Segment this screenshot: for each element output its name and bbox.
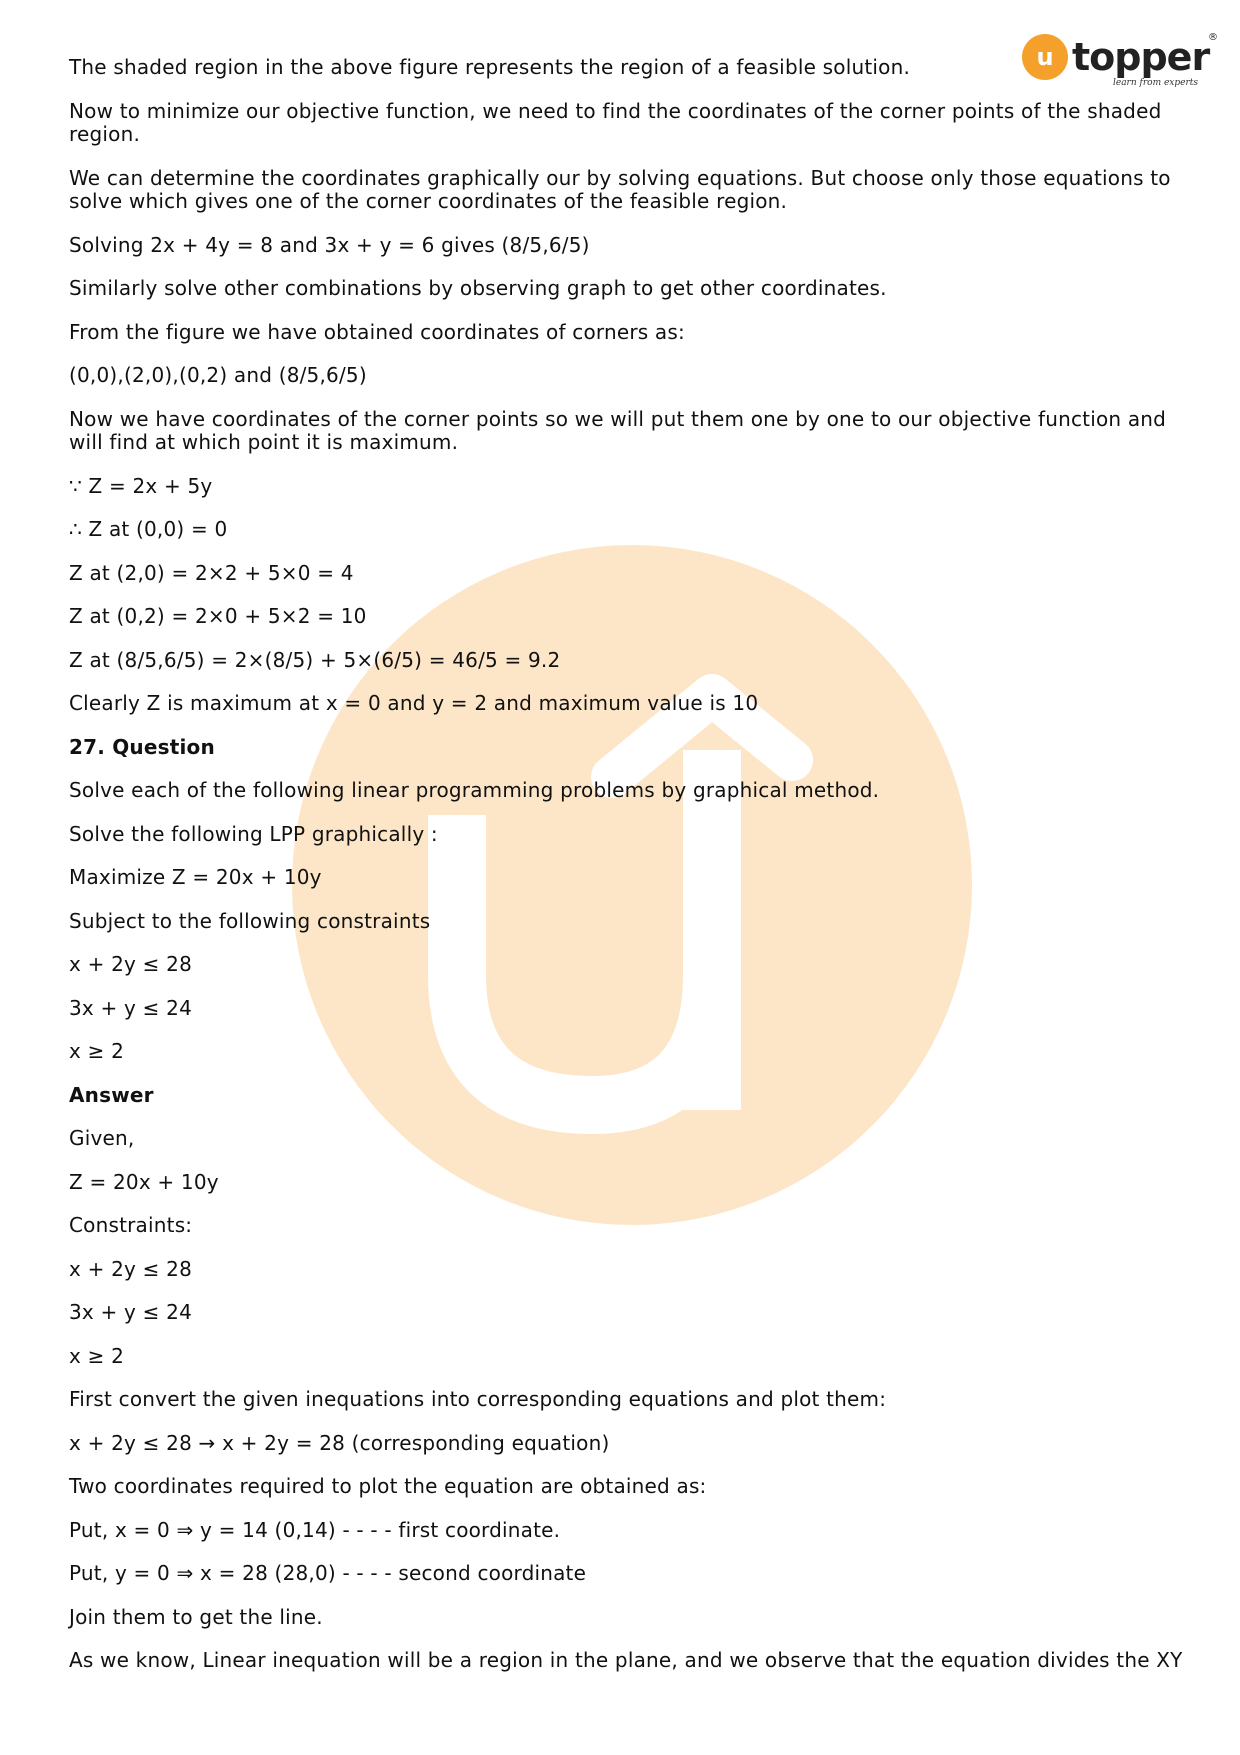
question-heading: 27. Question <box>69 734 215 759</box>
answer-constraint: x + 2y ≤ 28 <box>69 1256 192 1281</box>
answer-given: Given, <box>69 1126 135 1150</box>
corner-coordinates: (0,0),(2,0),(0,2) and (8/5,6/5) <box>69 363 367 387</box>
paragraph-feasible-region: The shaded region in the above figure represents the region of a feasible solution. <box>69 55 911 79</box>
conclusion: Clearly Z is maximum at x = 0 and y = 2 and maximum value is 10 <box>69 691 759 715</box>
paragraph-similarly: Similarly solve other combinations by observing graph to get other coordinates. <box>69 276 887 300</box>
z-value-2-0: Z at (2,0) = 2×2 + 5×0 = 4 <box>69 560 354 585</box>
equation-solving: Solving 2x + 4y = 8 and 3x + y = 6 gives (8/5,6/5) <box>69 232 590 257</box>
objective-function: ∵ Z = 2x + 5y <box>69 473 213 498</box>
z-value-8-5: Z at (8/5,6/5) = 2×(8/5) + 5×(6/5) = 46/5 = 9.2 <box>69 647 561 672</box>
z-value-0-2: Z at (0,2) = 2×0 + 5×2 = 10 <box>69 604 367 628</box>
paragraph-convert: First convert the given inequations into corresponding equations and plot them: <box>69 1387 887 1411</box>
registered-mark: ® <box>1208 32 1218 43</box>
topper-logo <box>1020 30 1216 96</box>
answer-objective: Z = 20x + 10y <box>69 1169 219 1194</box>
paragraph-two-coordinates: Two coordinates required to plot the equation are obtained as: <box>69 1474 707 1498</box>
z-value-origin: ∴ Z at (0,0) = 0 <box>69 517 228 541</box>
answer-constraint: 3x + y ≤ 24 <box>69 1300 192 1324</box>
paragraph-join: Join them to get the line. <box>69 1604 323 1629</box>
question-objective: Maximize Z = 20x + 10y <box>69 865 322 889</box>
first-coordinate: Put, x = 0 ⇒ y = 14 (0,14) - - - - first coordinate. <box>69 1517 561 1542</box>
corresponding-equation: x + 2y ≤ 28 → x + 2y = 28 (corresponding equation) <box>69 1430 610 1455</box>
paragraph-corner-points: Now we have coordinates of the corner points so we will put them one by one to our objective function and will find at which point it is maximum. <box>69 406 1167 454</box>
question-constraint: 3x + y ≤ 24 <box>69 995 192 1020</box>
second-coordinate: Put, y = 0 ⇒ x = 28 (28,0) - - - - second coordinate <box>69 1561 587 1585</box>
document-body <box>69 55 1183 1673</box>
logo-wordmark: topper <box>1072 35 1210 79</box>
paragraph-from-figure: From the figure we have obtained coordinates of corners as: <box>69 319 685 344</box>
answer-heading: Answer <box>69 1082 154 1107</box>
logo-badge-letter: u <box>1036 43 1054 71</box>
answer-constraints-label: Constraints: <box>69 1213 193 1237</box>
question-constraint: x + 2y ≤ 28 <box>69 952 192 976</box>
question-constraint: x ≥ 2 <box>69 1039 125 1063</box>
answer-constraint: x ≥ 2 <box>69 1343 125 1368</box>
question-instruction: Solve each of the following linear programming problems by graphical method. <box>69 778 880 802</box>
paragraph-minimize: Now to minimize our objective function, we need to find the coordinates of the corner points of the shaded region. <box>69 98 1162 146</box>
paragraph-linear-inequation: As we know, Linear inequation will be a region in the plane, and we observe that the equation divides the XY <box>69 1648 1183 1672</box>
question-prompt: Solve the following LPP graphically : <box>69 821 438 846</box>
paragraph-determine: We can determine the coordinates graphically our by solving equations. But choose only those equations to solve which gives one of the corner coordinates of the feasible region. <box>69 165 1171 213</box>
question-subject-to: Subject to the following constraints <box>69 908 431 933</box>
logo-tagline: learn from experts <box>1112 78 1198 88</box>
